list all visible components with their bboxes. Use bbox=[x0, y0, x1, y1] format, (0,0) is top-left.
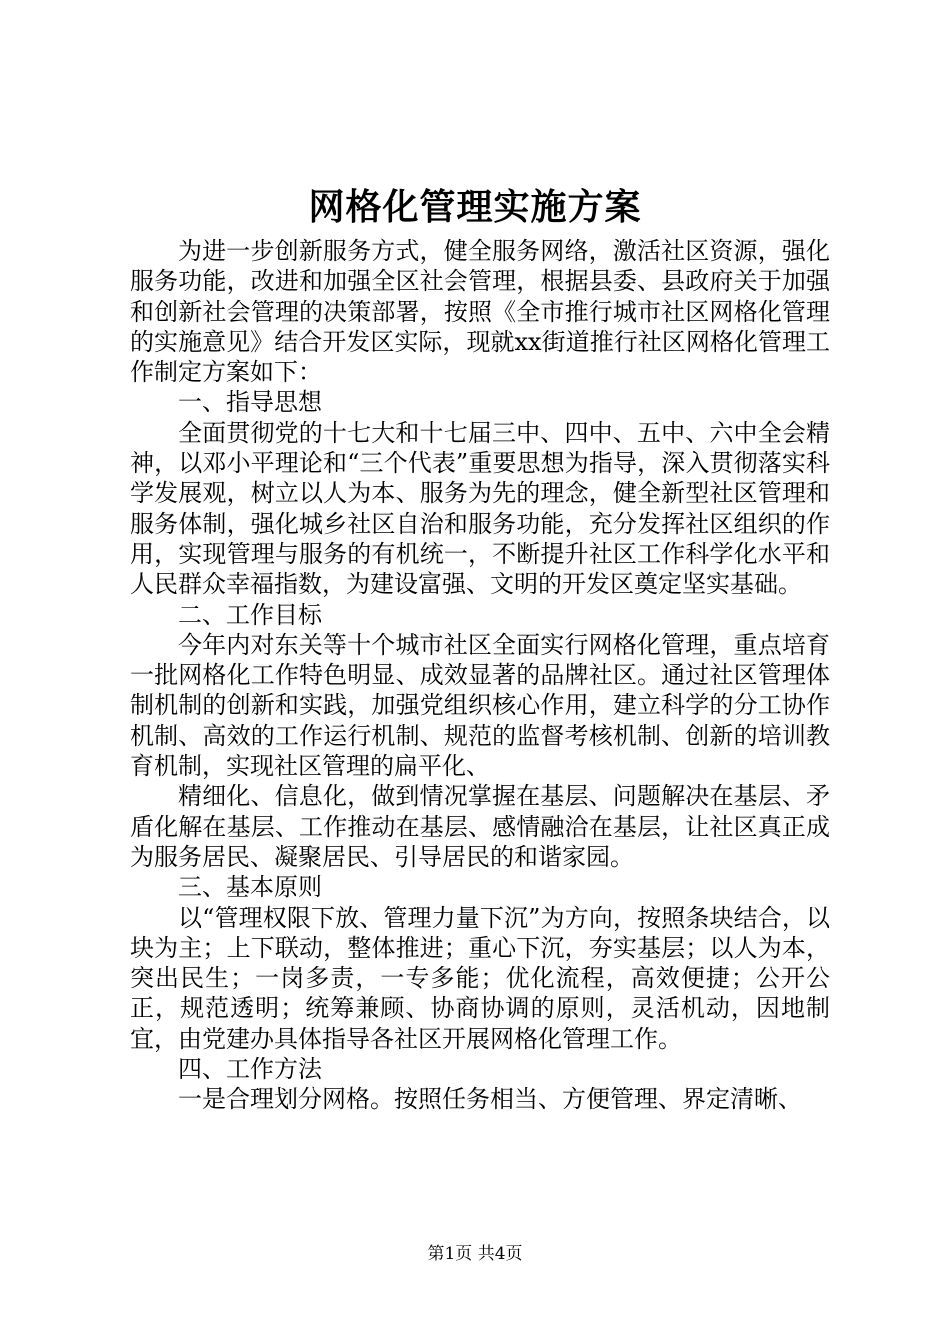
section-heading-2: 二、工作目标 bbox=[178, 600, 322, 629]
section-heading-1: 一、指导思想 bbox=[178, 388, 322, 417]
page-footer: 第1页 共4页 bbox=[427, 1244, 523, 1264]
section-4-paragraph: 一是合理划分网格。按照任务相当、方便管理、界定清晰、 bbox=[178, 1085, 802, 1114]
section-2-paragraph-1: 今年内对东关等十个城市社区全面实行网格化管理，重点培育一批网格化工作特色明显、成效显著的品牌社区。通过社区管理体制机制的创新和实践，加强党组织核心作用，建立科学的分工协作机制、高效的工作运行机制、规范的监督考核机制、创新的培训教育机制，实现社区管理的扁平化、 bbox=[130, 630, 830, 781]
section-2-paragraph-2: 精细化、信息化，做到情况掌握在基层、问题解决在基层、矛盾化解在基层、工作推动在基层、感情融洽在基层，让社区真正成为服务居民、凝聚居民、引导居民的和谐家园。 bbox=[130, 782, 830, 871]
section-heading-4: 四、工作方法 bbox=[178, 1055, 322, 1084]
intro-paragraph: 为进一步创新服务方式，健全服务网络，激活社区资源，强化服务功能，改进和加强全区社会管理，根据县委、县政府关于加强和创新社会管理的决策部署，按照《全市推行城市社区网格化管理的实施意见》结合开发区实际，现就xx街道推行社区网格化管理工作制定方案如下： bbox=[130, 237, 830, 387]
section-heading-3: 三、基本原则 bbox=[178, 873, 322, 902]
document-title: 网格化管理实施方案 bbox=[308, 186, 642, 228]
section-3-paragraph: 以“管理权限下放、管理力量下沉”为方向，按照条块结合，以块为主；上下联动，整体推进；重心下沉，夯实基层；以人为本，突出民生；一岗多责，一专多能；优化流程，高效便捷；公开公正，规范透明；统筹兼顾、协商协调的原则，灵活机动，因地制宜，由党建办具体指导各社区开展网格化管理工作。 bbox=[130, 903, 830, 1053]
section-1-paragraph: 全面贯彻党的十七大和十七届三中、四中、五中、六中全会精神，以邓小平理论和“三个代表”重要思想为指导，深入贯彻落实科学发展观，树立以人为本、服务为先的理念，健全新型社区管理和服务体制，强化城乡社区自治和服务功能，充分发挥社区组织的作用，实现管理与服务的有机统一，不断提升社区工作科学化水平和人民群众幸福指数，为建设富强、文明的开发区奠定坚实基础。 bbox=[130, 418, 830, 599]
document-body bbox=[130, 236, 830, 1115]
